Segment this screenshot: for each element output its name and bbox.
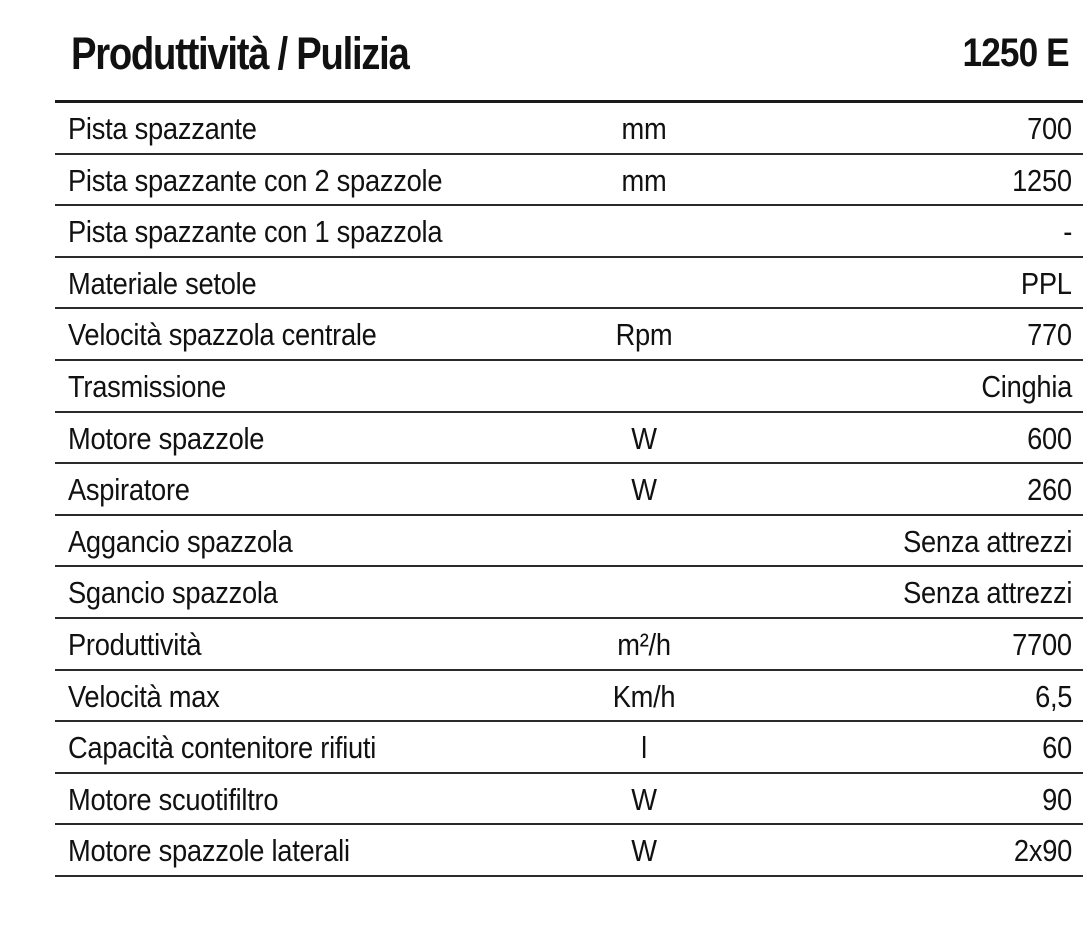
table-row [55,103,1083,155]
row-value: 1250 [1012,162,1072,198]
row-label: Aggancio spazzola [68,523,293,559]
row-unit: W [631,833,657,869]
row-value: 260 [1027,472,1072,508]
row-value: 90 [1042,781,1072,817]
row-value: 60 [1042,730,1072,766]
row-label: Velocità spazzola centrale [68,317,377,353]
row-value: 770 [1027,317,1072,353]
row-unit: W [631,420,657,456]
row-value: Senza attrezzi [902,575,1072,611]
row-value: 700 [1027,111,1072,146]
row-value: 600 [1027,420,1072,456]
table-row [55,671,1083,723]
row-value: PPL [1021,265,1072,301]
table-row [55,774,1083,826]
row-label: Aspiratore [68,472,190,508]
table-row [55,825,1083,877]
table-row [55,516,1083,568]
row-label: Produttività [68,626,202,662]
table-row [55,722,1083,774]
row-label: Pista spazzante con 1 spazzola [68,214,443,250]
header [55,0,1083,100]
row-label: Materiale setole [68,265,257,301]
row-unit: mm [621,111,667,146]
spec-sheet [55,0,1083,877]
row-label: Capacità contenitore rifiuti [68,730,377,766]
row-value: - [1063,214,1072,250]
row-value: 2x90 [1013,833,1072,869]
row-unit: Km/h [612,678,676,714]
table-row [55,361,1083,413]
table-row [55,258,1083,310]
row-label: Pista spazzante con 2 spazzole [68,162,443,198]
row-value: 6,5 [1034,678,1072,714]
spec-table [55,100,1083,877]
row-label: Motore spazzole laterali [68,833,350,869]
row-unit: W [631,472,657,508]
row-label: Velocità max [68,678,220,714]
table-row [55,206,1083,258]
page-title: Produttività / Pulizia [71,28,409,79]
row-label: Motore spazzole [68,420,265,456]
model-name: 1250 E [962,31,1069,75]
table-row [55,413,1083,465]
row-label: Motore scuotifiltro [68,781,279,817]
table-row [55,619,1083,671]
table-row [55,309,1083,361]
row-label: Pista spazzante [68,111,257,146]
row-label: Sgancio spazzola [68,575,278,611]
row-unit: l [641,730,647,766]
row-label: Trasmissione [68,368,227,404]
row-value: 7700 [1012,626,1072,662]
row-unit: m²/h [617,626,671,662]
row-unit: Rpm [615,317,673,353]
row-value: Cinghia [981,368,1072,404]
table-row [55,155,1083,207]
row-unit: mm [621,162,667,198]
row-value: Senza attrezzi [902,523,1072,559]
row-unit: W [631,781,657,817]
table-row [55,567,1083,619]
table-row [55,464,1083,516]
